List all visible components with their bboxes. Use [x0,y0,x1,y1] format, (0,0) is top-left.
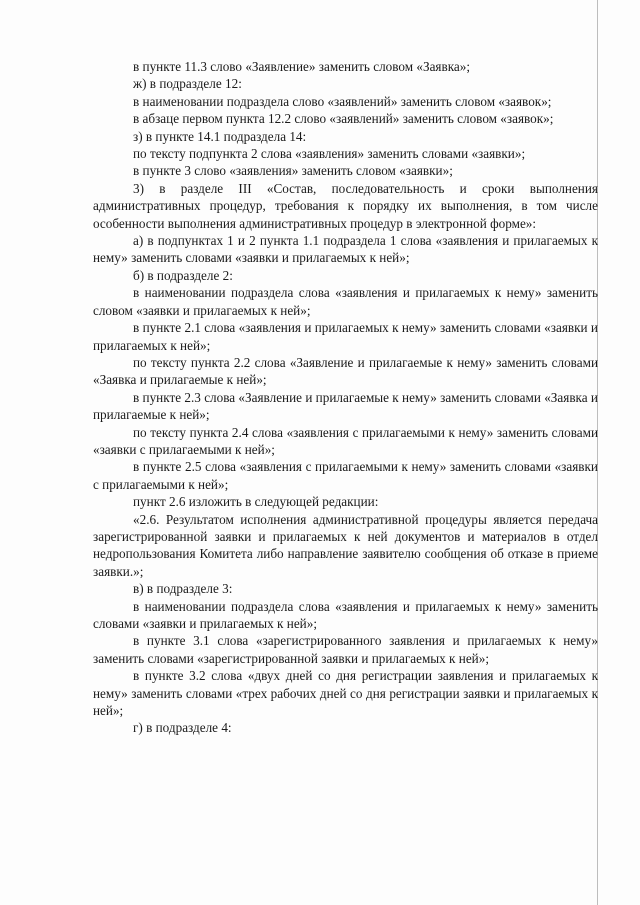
paragraph: в пункте 3 слово «заявления» заменить словом «заявки»; [133,163,453,179]
paragraph: ж) в подразделе 12: [133,76,242,92]
paragraph: в наименовании подраздела слово «заявлений» заменить словом «заявок»; [133,93,552,109]
paragraph: з) в пункте 14.1 подраздела 14: [133,128,307,144]
paragraph: в пункте 11.3 слово «Заявление» заменить словом «Заявка»; [133,59,471,74]
paragraph: по тексту подпункта 2 слова «заявления» заменить словами «заявки»; [133,146,526,162]
paragraph: б) в подразделе 2: [133,267,233,283]
paragraph: в наименовании подраздела слова «заявления и прилагаемых к нему» заменить словом «заявки и прилагаемых к ней»; [93,285,598,318]
paragraph: «2.6. Результатом исполнения административной процедуры является передача зарегистрированной заявки и прилагаемых к ней документов и материалов в отдел недропользования Комитета либо направление заявителю сообщения об отказе в приеме заявки.»; [93,511,598,579]
paragraph: а) в подпунктах 1 и 2 пункта 1.1 подраздела 1 слова «заявления и прилагаемых к нему» заменить словами «заявки и прилагаемых к ней»; [93,233,598,266]
paragraph: в наименовании подраздела слова «заявления и прилагаемых к нему» заменить словами «заявки и прилагаемых к ней»; [93,598,598,631]
paragraph: 3) в разделе III «Состав, последовательность и сроки выполнения административных процедур, требования к порядку их выполнения, в том числе особенности выполнения административных процедур в электронной форме»: [93,180,598,231]
paragraph: по тексту пункта 2.2 слова «Заявление и прилагаемые к нему» заменить словами «Заявка и прилагаемые к ней»; [93,354,598,388]
paragraph: пункт 2.6 изложить в следующей редакции: [133,494,379,510]
paragraph: в пункте 2.1 слова «заявления и прилагаемых к нему» заменить словами «заявки и прилагаемых к ней»; [93,320,598,353]
paragraph: по тексту пункта 2.4 слова «заявления с прилагаемыми к нему» заменить словами «заявки с прилагаемыми к ней»; [93,424,598,457]
paragraph: в пункте 2.5 слова «заявления с прилагаемыми к нему» заменить словами «заявки с прилагаемыми к ней»; [93,459,598,492]
paragraph: в абзаце первом пункта 12.2 слово «заявлений» заменить словом «заявок»; [133,111,554,127]
paragraph: в) в подразделе 3: [133,581,233,597]
paragraph: в пункте 2.3 слова «Заявление и прилагаемые к нему» заменить словами «Заявка и прилагаемые к ней»; [93,389,598,423]
paragraph: г) в подразделе 4: [133,720,232,736]
paragraph: в пункте 3.2 слова «двух дней со дня регистрации заявления и прилагаемых к нему» заменить словами «трех рабочих дней со дня регистрации заявки и прилагаемых к ней»; [93,668,598,719]
paragraph: в пункте 3.1 слова «зарегистрированного заявления и прилагаемых к нему» заменить словами «зарегистрированной заявки и прилагаемых к ней»; [93,633,598,666]
document-body [93,58,598,737]
